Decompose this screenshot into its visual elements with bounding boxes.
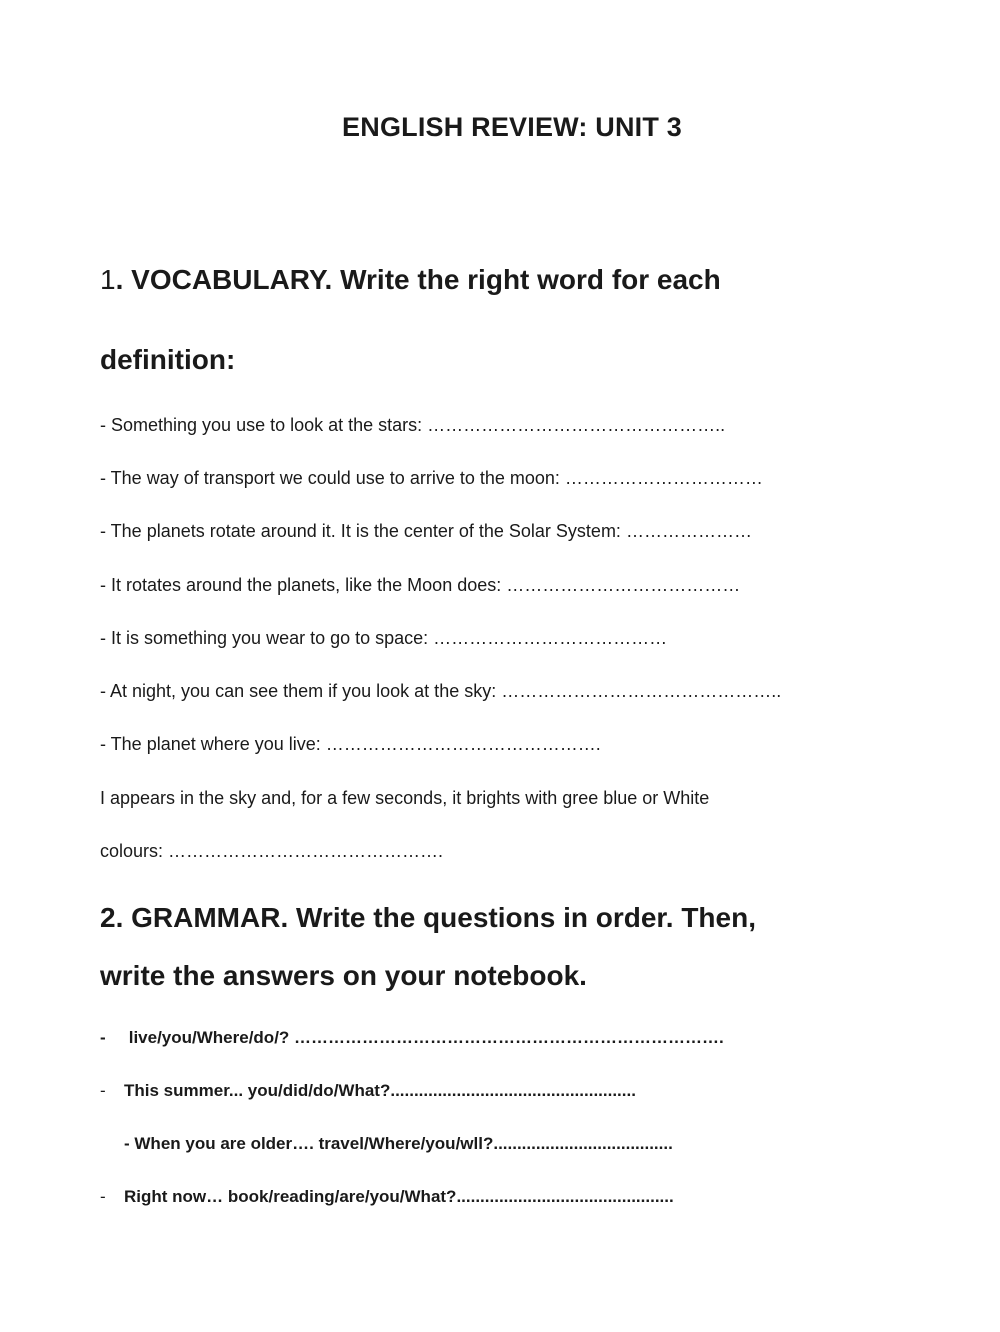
page-title: ENGLISH REVIEW: UNIT 3 — [342, 112, 682, 142]
grammar-heading-continued: write the answers on your notebook. — [100, 960, 587, 991]
list-dash: - — [100, 1187, 106, 1206]
vocab-item-spacesuit: - It is something you wear to go to space: ………………………………… — [100, 628, 668, 648]
list-dash: - — [100, 1028, 106, 1047]
vocabulary-heading — [100, 264, 721, 296]
grammar-item-summer — [100, 1081, 636, 1101]
grammar-item-reading — [100, 1187, 674, 1207]
grammar-heading: 2. GRAMMAR. Write the questions in order. Then, — [100, 902, 756, 933]
grammar-item-text: Right now… book/reading/are/you/What?.............................................. — [124, 1187, 674, 1206]
vocabulary-heading-text: . VOCABULARY. Write the right word for each — [115, 264, 721, 295]
vocab-item-earth: - The planet where you live: ………………………………………. — [100, 734, 601, 754]
grammar-item-older — [100, 1134, 673, 1154]
vocab-item-rocket: - The way of transport we could use to arrive to the moon: …………………………… — [100, 468, 763, 488]
vocab-item-satellite: - It rotates around the planets, like the Moon does: ………………………………… — [100, 575, 741, 595]
vocab-item-sun: - The planets rotate around it. It is the center of the Solar System: ………………… — [100, 521, 752, 541]
list-dash: - — [100, 1081, 106, 1100]
section-number: 1 — [100, 264, 116, 295]
grammar-item-text: This summer... you/did/do/What?.................................................... — [124, 1081, 636, 1100]
vocab-item-telescope: - Something you use to look at the stars: ………………………………………….. — [100, 415, 726, 435]
vocab-item-shooting-star-continued: colours: ………………………………………. — [100, 841, 444, 861]
grammar-item-text: - When you are older…. travel/Where/you/wll?...................................... — [124, 1134, 673, 1153]
vocabulary-heading-continued: definition: — [100, 344, 236, 375]
grammar-item-live — [100, 1028, 724, 1048]
grammar-item-text: live/you/Where/do/? …………………………………………………………………. — [124, 1028, 724, 1047]
vocab-item-stars: - At night, you can see them if you look at the sky: ……………………………………….. — [100, 681, 782, 701]
vocab-item-shooting-star: I appears in the sky and, for a few seconds, it brights with gree blue or White — [100, 788, 710, 808]
